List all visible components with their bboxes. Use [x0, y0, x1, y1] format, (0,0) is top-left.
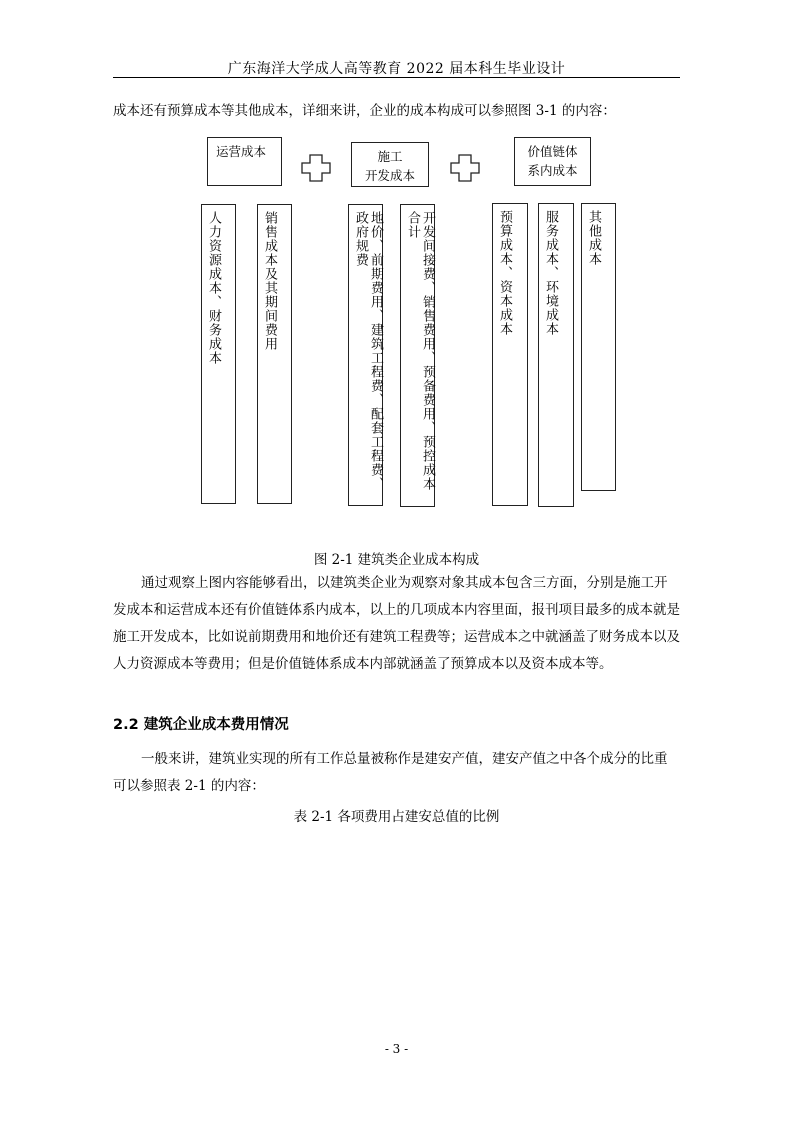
table-caption: 表 2-1 各项费用占建安总值的比例: [293, 809, 500, 825]
paragraph-1: 通过观察上图内容能够看出，以建筑类企业为观察对象其成本包含三方面，分别是施工开发成本和运营成本还有价值链体系内成本，以上的几项成本内容里面，报刊项目最多的成本就是施工开发成本，比如说前期费用和地价还有建筑工程费等；运营成本之中就涵盖了财务成本以及人力资源成本等费用；但是价值链体系成本内部就涵盖了预算成本以及资本成本等。: [113, 575, 680, 672]
category-label: 运营成本: [216, 144, 267, 159]
category-box-operating: [207, 137, 282, 186]
plus-icon: [450, 154, 480, 182]
cost-column: [348, 204, 383, 506]
cost-column-text: 地价、前期费用、建筑工程费、配套工程费、政府规费: [353, 211, 383, 491]
category-label: 施工: [377, 149, 403, 164]
cost-column-text: 人力资源成本、财务成本: [206, 211, 221, 365]
category-box-value-chain: [514, 137, 591, 186]
plus-icon: [301, 154, 331, 182]
figure-caption: 图 2-1 建筑类企业成本构成: [313, 552, 480, 568]
section-heading: 2.2 建筑企业成本费用情况: [113, 717, 289, 733]
cost-column-text: 开发间接费、销售费用、预备费用、预控成本合计: [405, 211, 435, 491]
category-label: 系内成本: [527, 163, 578, 178]
category-label: 开发成本: [364, 168, 415, 183]
intro-line: 成本还有预算成本等其他成本，详细来讲，企业的成本构成可以参照图 3-1 的内容：: [113, 103, 616, 119]
page-header: 广东海洋大学成人高等教育 2022 届本科生毕业设计: [227, 61, 566, 77]
cost-column: [492, 203, 528, 506]
cost-column-text: 服务成本、环境成本: [543, 210, 558, 336]
category-box-construction: [351, 142, 429, 187]
cost-column: [581, 203, 616, 491]
paragraph-2: 一般来讲，建筑业实现的所有工作总量被称作是建安产值，建安产值之中各个成分的比重可以参照表 2-1 的内容：: [113, 751, 668, 794]
cost-column: [400, 204, 435, 507]
cost-column-text: 其他成本: [586, 210, 601, 266]
cost-column-text: 销售成本及其期间费用: [262, 211, 277, 351]
cost-column-text: 预算成本、资本成本: [497, 210, 512, 336]
header-rule: [113, 77, 680, 78]
cost-column: [538, 203, 574, 507]
cost-column: [201, 204, 236, 504]
category-label: 价值链体: [527, 144, 578, 159]
cost-column: [257, 204, 292, 504]
page-number: - 3 -: [384, 1042, 409, 1056]
